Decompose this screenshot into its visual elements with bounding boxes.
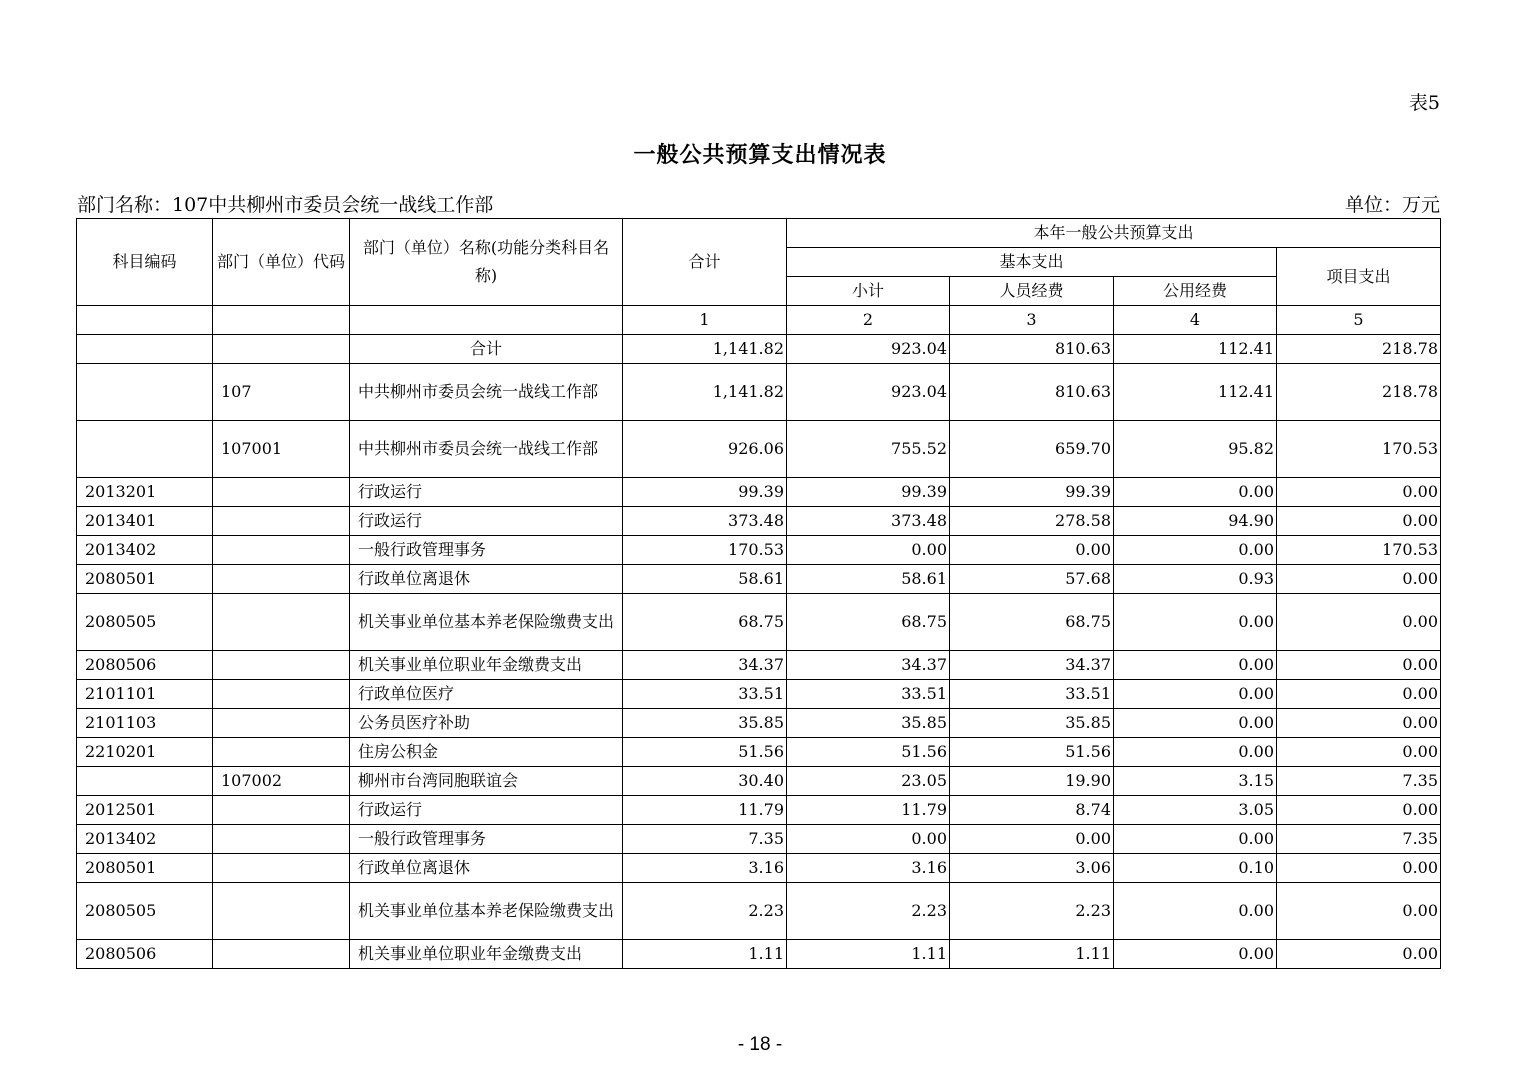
public-cell: 0.00 [1114, 709, 1277, 738]
subject-code-cell: 2013201 [77, 478, 213, 507]
total-cell: 99.39 [623, 478, 787, 507]
table-row [77, 478, 1441, 507]
subject-code-cell [77, 421, 213, 478]
header-subtotal: 小计 [787, 277, 950, 306]
dept-name-cell: 机关事业单位职业年金缴费支出 [350, 940, 623, 969]
subtotal-cell: 0.00 [787, 536, 950, 565]
table-row [77, 767, 1441, 796]
col-number: 3 [950, 306, 1114, 335]
dept-name-cell: 行政单位离退休 [350, 854, 623, 883]
subtotal-cell: 1.11 [787, 940, 950, 969]
personnel-cell: 34.37 [950, 651, 1114, 680]
project-cell: 218.78 [1277, 364, 1441, 421]
table-row [77, 565, 1441, 594]
subject-code-cell: 2080506 [77, 651, 213, 680]
subject-code-cell: 2013402 [77, 536, 213, 565]
total-cell: 1,141.82 [623, 364, 787, 421]
col-number: 4 [1114, 306, 1277, 335]
personnel-cell: 2.23 [950, 883, 1114, 940]
dept-name-cell: 机关事业单位基本养老保险缴费支出 [350, 883, 623, 940]
total-cell: 3.16 [623, 854, 787, 883]
dept-code-cell [213, 594, 350, 651]
total-cell: 51.56 [623, 738, 787, 767]
table-row [77, 680, 1441, 709]
personnel-cell: 810.63 [950, 335, 1114, 364]
dept-code-cell [213, 651, 350, 680]
project-cell: 0.00 [1277, 709, 1441, 738]
table-row [77, 883, 1441, 940]
dept-code-cell [213, 883, 350, 940]
department-label: 部门名称：107中共柳州市委员会统一战线工作部 [77, 194, 494, 216]
project-cell: 0.00 [1277, 680, 1441, 709]
subject-code-cell: 2080501 [77, 565, 213, 594]
subtotal-cell: 33.51 [787, 680, 950, 709]
dept-name-cell: 行政单位医疗 [350, 680, 623, 709]
subtotal-cell: 0.00 [787, 825, 950, 854]
project-cell: 0.00 [1277, 478, 1441, 507]
dept-code-cell [213, 738, 350, 767]
personnel-cell: 99.39 [950, 478, 1114, 507]
subtotal-cell: 34.37 [787, 651, 950, 680]
project-cell: 0.00 [1277, 651, 1441, 680]
personnel-cell: 3.06 [950, 854, 1114, 883]
subtotal-cell: 755.52 [787, 421, 950, 478]
dept-code-cell [213, 565, 350, 594]
personnel-cell: 0.00 [950, 536, 1114, 565]
subject-code-cell: 2013401 [77, 507, 213, 536]
table-row [77, 421, 1441, 478]
dept-name-cell: 公务员医疗补助 [350, 709, 623, 738]
subject-code-cell: 2080505 [77, 883, 213, 940]
subtotal-cell: 23.05 [787, 767, 950, 796]
public-cell: 0.00 [1114, 940, 1277, 969]
public-cell: 0.00 [1114, 536, 1277, 565]
subject-code-cell: 2080505 [77, 594, 213, 651]
dept-name-cell: 住房公积金 [350, 738, 623, 767]
dept-name-cell: 一般行政管理事务 [350, 536, 623, 565]
subtotal-cell: 58.61 [787, 565, 950, 594]
dept-code-cell [213, 709, 350, 738]
header-total: 合计 [623, 219, 787, 306]
page-title: 一般公共预算支出情况表 [633, 142, 887, 168]
subject-code-cell [77, 335, 213, 364]
total-cell: 35.85 [623, 709, 787, 738]
personnel-cell: 51.56 [950, 738, 1114, 767]
personnel-cell: 810.63 [950, 364, 1114, 421]
dept-name-cell: 行政运行 [350, 478, 623, 507]
total-cell: 373.48 [623, 507, 787, 536]
personnel-cell: 68.75 [950, 594, 1114, 651]
dept-name-cell: 合计 [350, 335, 623, 364]
personnel-cell: 1.11 [950, 940, 1114, 969]
total-cell: 170.53 [623, 536, 787, 565]
personnel-cell: 57.68 [950, 565, 1114, 594]
dept-code-cell [213, 335, 350, 364]
public-cell: 0.00 [1114, 651, 1277, 680]
subtotal-cell: 51.56 [787, 738, 950, 767]
public-cell: 0.00 [1114, 883, 1277, 940]
project-cell: 0.00 [1277, 738, 1441, 767]
personnel-cell: 0.00 [950, 825, 1114, 854]
total-cell: 1,141.82 [623, 335, 787, 364]
project-cell: 0.00 [1277, 854, 1441, 883]
public-cell: 3.15 [1114, 767, 1277, 796]
table-row [77, 738, 1441, 767]
public-cell: 95.82 [1114, 421, 1277, 478]
header-basic: 基本支出 [787, 248, 1277, 277]
dept-code-cell [213, 478, 350, 507]
project-cell: 170.53 [1277, 536, 1441, 565]
dept-code-cell [213, 507, 350, 536]
dept-code-cell: 107002 [213, 767, 350, 796]
project-cell: 7.35 [1277, 825, 1441, 854]
total-cell: 68.75 [623, 594, 787, 651]
personnel-cell: 35.85 [950, 709, 1114, 738]
public-cell: 0.93 [1114, 565, 1277, 594]
subject-code-cell: 2101101 [77, 680, 213, 709]
table-row [77, 854, 1441, 883]
dept-name-cell: 行政运行 [350, 507, 623, 536]
subject-code-cell: 2013402 [77, 825, 213, 854]
subtotal-cell: 923.04 [787, 364, 950, 421]
total-cell: 926.06 [623, 421, 787, 478]
page-number: - 18 - [737, 1034, 783, 1055]
header-project: 项目支出 [1277, 248, 1441, 306]
subject-code-cell: 2080501 [77, 854, 213, 883]
total-cell: 2.23 [623, 883, 787, 940]
header-personnel: 人员经费 [950, 277, 1114, 306]
public-cell: 0.10 [1114, 854, 1277, 883]
public-cell: 112.41 [1114, 364, 1277, 421]
dept-name-cell: 行政单位离退休 [350, 565, 623, 594]
dept-name-cell: 机关事业单位职业年金缴费支出 [350, 651, 623, 680]
dept-code-cell [213, 854, 350, 883]
table-row [77, 709, 1441, 738]
project-cell: 0.00 [1277, 565, 1441, 594]
table-row [77, 594, 1441, 651]
project-cell: 0.00 [1277, 796, 1441, 825]
table-row [77, 825, 1441, 854]
table-row [77, 940, 1441, 969]
personnel-cell: 659.70 [950, 421, 1114, 478]
public-cell: 3.05 [1114, 796, 1277, 825]
project-cell: 170.53 [1277, 421, 1441, 478]
dept-name-cell: 柳州市台湾同胞联谊会 [350, 767, 623, 796]
table-row [77, 651, 1441, 680]
total-cell: 33.51 [623, 680, 787, 709]
subtotal-cell: 373.48 [787, 507, 950, 536]
subtotal-cell: 35.85 [787, 709, 950, 738]
project-cell: 7.35 [1277, 767, 1441, 796]
personnel-cell: 8.74 [950, 796, 1114, 825]
total-cell: 11.79 [623, 796, 787, 825]
public-cell: 0.00 [1114, 738, 1277, 767]
public-cell: 0.00 [1114, 825, 1277, 854]
total-cell: 58.61 [623, 565, 787, 594]
col-number: 1 [623, 306, 787, 335]
total-cell: 1.11 [623, 940, 787, 969]
budget-table [76, 218, 1441, 969]
total-cell: 30.40 [623, 767, 787, 796]
subtotal-cell: 2.23 [787, 883, 950, 940]
header-current-year: 本年一般公共预算支出 [787, 219, 1441, 248]
subject-code-cell: 2012501 [77, 796, 213, 825]
project-cell: 0.00 [1277, 883, 1441, 940]
subtotal-cell: 68.75 [787, 594, 950, 651]
header-subject-code: 科目编码 [77, 219, 213, 306]
subtotal-cell: 923.04 [787, 335, 950, 364]
table-row [77, 796, 1441, 825]
dept-name-cell: 中共柳州市委员会统一战线工作部 [350, 421, 623, 478]
total-cell: 34.37 [623, 651, 787, 680]
table-row [77, 364, 1441, 421]
header-dept-code: 部门（单位）代码 [213, 219, 350, 306]
public-cell: 0.00 [1114, 680, 1277, 709]
public-cell: 0.00 [1114, 478, 1277, 507]
dept-code-cell [213, 940, 350, 969]
subject-code-cell: 2210201 [77, 738, 213, 767]
project-cell: 0.00 [1277, 940, 1441, 969]
personnel-cell: 19.90 [950, 767, 1114, 796]
project-cell: 0.00 [1277, 507, 1441, 536]
subject-code-cell: 2101103 [77, 709, 213, 738]
subtotal-cell: 11.79 [787, 796, 950, 825]
unit-label: 单位：万元 [1344, 194, 1440, 216]
project-cell: 218.78 [1277, 335, 1441, 364]
dept-name-cell: 行政运行 [350, 796, 623, 825]
table-row [77, 507, 1441, 536]
public-cell: 0.00 [1114, 594, 1277, 651]
public-cell: 94.90 [1114, 507, 1277, 536]
dept-code-cell: 107001 [213, 421, 350, 478]
col-number: 5 [1277, 306, 1441, 335]
personnel-cell: 278.58 [950, 507, 1114, 536]
public-cell: 112.41 [1114, 335, 1277, 364]
table-number: 表5 [1408, 92, 1440, 114]
subject-code-cell [77, 364, 213, 421]
dept-name-cell: 中共柳州市委员会统一战线工作部 [350, 364, 623, 421]
subject-code-cell [77, 767, 213, 796]
subject-code-cell: 2080506 [77, 940, 213, 969]
header-public: 公用经费 [1114, 277, 1277, 306]
dept-code-cell [213, 796, 350, 825]
project-cell: 0.00 [1277, 594, 1441, 651]
personnel-cell: 33.51 [950, 680, 1114, 709]
subtotal-cell: 99.39 [787, 478, 950, 507]
table-row [77, 536, 1441, 565]
dept-code-cell [213, 680, 350, 709]
col-number: 2 [787, 306, 950, 335]
table-row [77, 335, 1441, 364]
dept-name-cell: 一般行政管理事务 [350, 825, 623, 854]
total-cell: 7.35 [623, 825, 787, 854]
dept-name-cell: 机关事业单位基本养老保险缴费支出 [350, 594, 623, 651]
dept-code-cell [213, 825, 350, 854]
header-dept-name: 部门（单位）名称(功能分类科目名称) [350, 219, 623, 306]
dept-code-cell [213, 536, 350, 565]
dept-code-cell: 107 [213, 364, 350, 421]
subtotal-cell: 3.16 [787, 854, 950, 883]
